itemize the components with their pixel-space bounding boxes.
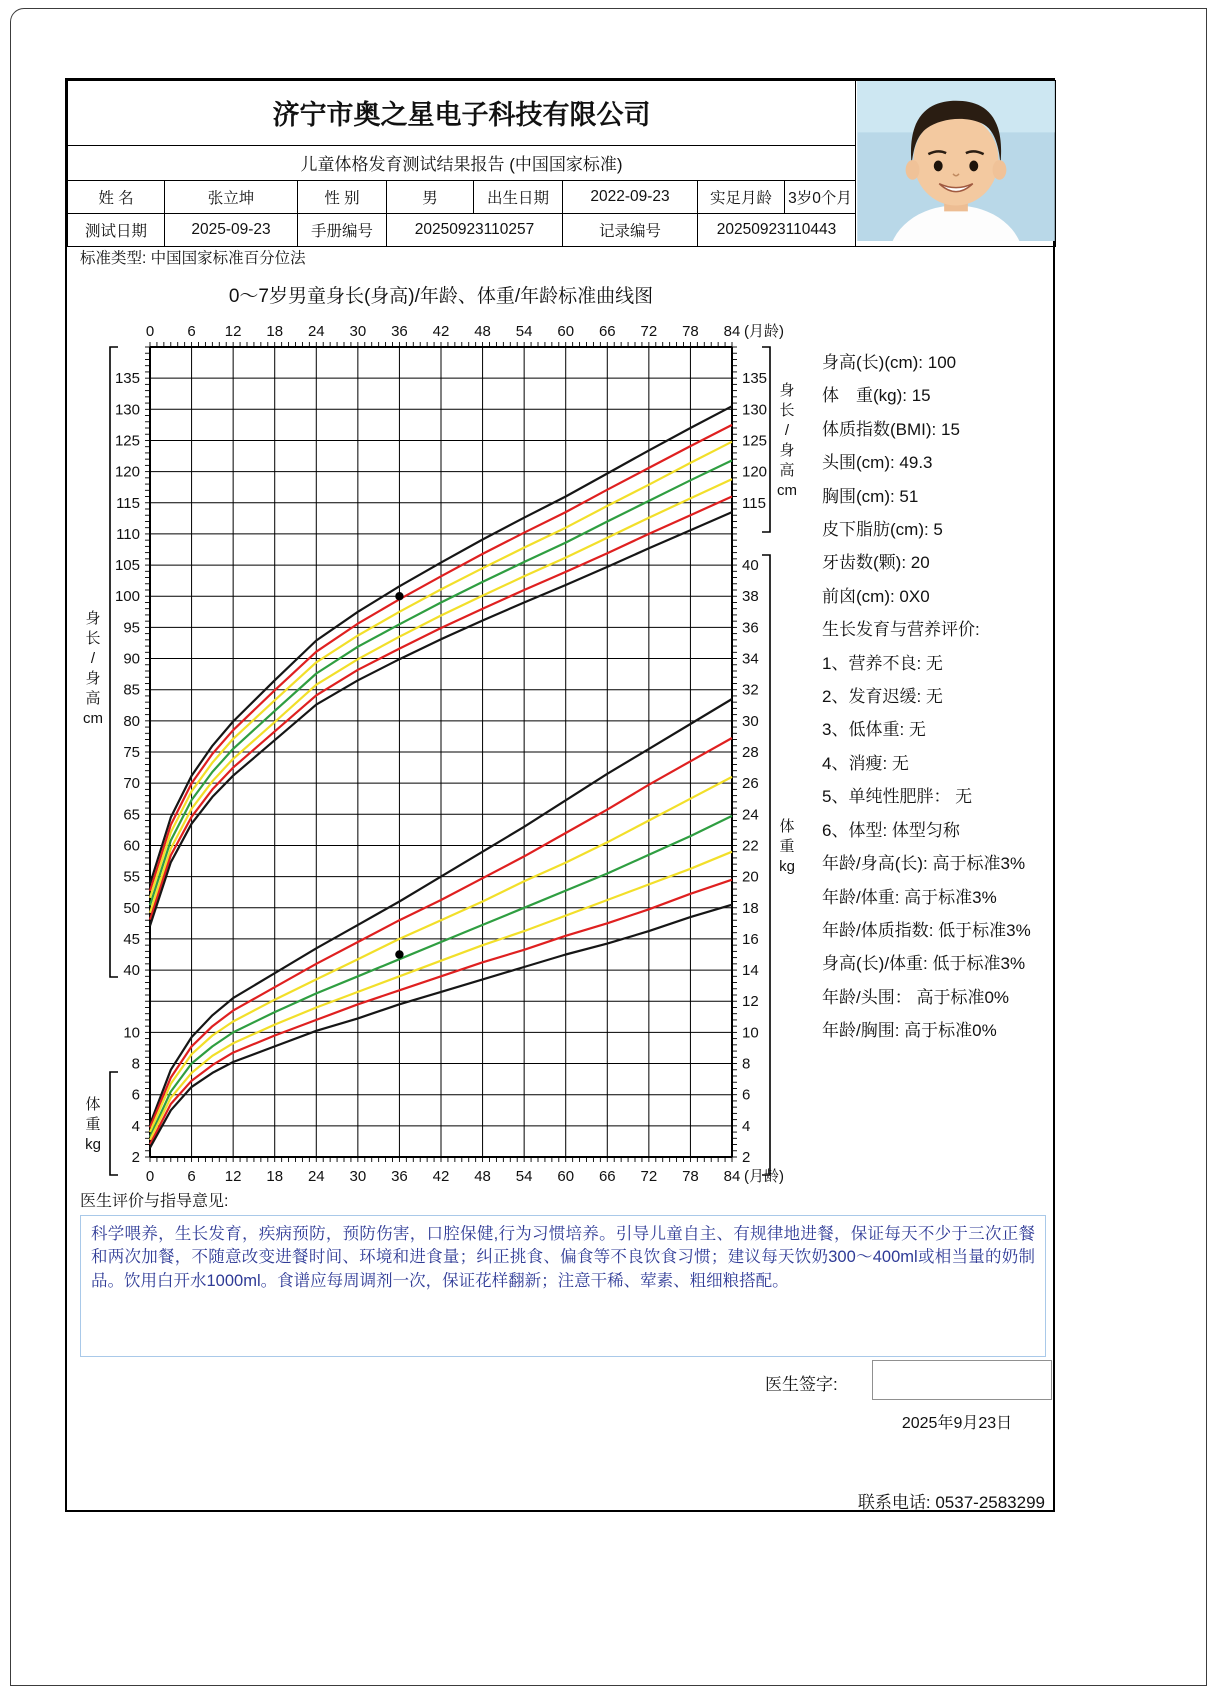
svg-text:135: 135	[742, 370, 768, 388]
measurement-line: 前囟(cm): 0X0	[822, 586, 930, 606]
svg-text:28: 28	[742, 744, 759, 761]
svg-text:cm: cm	[777, 482, 797, 499]
measurement-line: 5、单纯性肥胖： 无	[822, 787, 973, 807]
svg-text:0: 0	[145, 1168, 155, 1185]
measurement-line: 体质指数(BMI): 15	[822, 419, 960, 439]
svg-text:10: 10	[742, 1024, 759, 1042]
svg-text:66: 66	[598, 323, 616, 340]
measurement-line: 皮下脂肪(cm): 5	[822, 520, 943, 540]
svg-text:120: 120	[742, 463, 768, 481]
svg-text:重: 重	[85, 1116, 101, 1133]
svg-text:高: 高	[779, 462, 795, 479]
svg-text:22: 22	[742, 837, 759, 855]
svg-text:18: 18	[266, 1168, 284, 1185]
svg-text:cm: cm	[83, 710, 103, 727]
svg-text:高: 高	[85, 690, 101, 707]
doctor-advice-text: 科学喂养，生长发育，疾病预防，预防伤害，口腔保健,行为习惯培养。引导儿童自主、有规律地进餐，保证每天不少于三次正餐和两次加餐，不随意改变进餐时间、环境和进食量；纠正挑食、偏食等不良饮食习惯；建议每天饮奶300～400ml或相当量的奶制品。饮用白开水1000ml。食谱应每周调剂一次，保证花样翻新；注意干稀、荤素、粗细粮搭配。	[91, 1225, 1035, 1290]
svg-text:24: 24	[742, 806, 759, 824]
svg-text:kg: kg	[85, 1136, 101, 1153]
measurement-line: 胸围(cm): 51	[822, 486, 919, 506]
svg-text:12: 12	[742, 993, 759, 1011]
gender-value: 男	[387, 181, 474, 214]
header-table	[67, 80, 1056, 247]
svg-text:100: 100	[114, 588, 140, 606]
svg-text:72: 72	[640, 1168, 658, 1185]
svg-text:45: 45	[123, 930, 140, 948]
svg-text:(月龄): (月龄)	[744, 1168, 784, 1185]
measurement-line: 年龄/身高(长): 高于标准3%	[822, 854, 1026, 874]
svg-text:16: 16	[742, 930, 759, 948]
measurement-line: 体 重(kg): 15	[822, 386, 931, 406]
svg-text:84: 84	[723, 323, 741, 340]
contact-phone: 联系电话: 0537-2583299	[857, 1493, 1045, 1512]
svg-text:36: 36	[742, 619, 759, 637]
svg-text:36: 36	[391, 323, 408, 340]
svg-text:70: 70	[123, 775, 140, 793]
birthdate-label: 出生日期	[474, 181, 563, 214]
svg-text:75: 75	[123, 744, 140, 761]
svg-text:24: 24	[307, 1168, 325, 1185]
measurement-line: 牙齿数(颗): 20	[822, 553, 930, 573]
svg-text:身: 身	[779, 442, 795, 459]
svg-text:84: 84	[723, 1168, 741, 1185]
measurement-line: 年龄/体重: 高于标准3%	[822, 887, 997, 907]
record-no-label: 记录编号	[563, 213, 698, 246]
svg-text:20: 20	[742, 868, 759, 886]
testdate-label: 测试日期	[68, 213, 165, 246]
measurement-line: 年龄/头围： 高于标准0%	[822, 987, 1010, 1007]
measurement-line: 4、消瘦: 无	[822, 753, 909, 773]
svg-text:34: 34	[742, 650, 759, 668]
svg-text:24: 24	[307, 323, 325, 340]
measurement-line: 身高(长)(cm): 100	[822, 353, 957, 372]
measurement-line: 年龄/体质指数: 低于标准3%	[822, 920, 1031, 940]
svg-text:120: 120	[114, 463, 140, 481]
svg-text:130: 130	[742, 401, 768, 419]
svg-text:身: 身	[85, 610, 101, 627]
svg-text:身: 身	[85, 670, 101, 687]
svg-text:135: 135	[114, 370, 140, 388]
svg-text:18: 18	[742, 899, 759, 917]
svg-text:10: 10	[123, 1024, 140, 1042]
doctor-signature-label: 医生签字:	[765, 1375, 838, 1394]
growth-percentile-chart	[77, 317, 817, 1202]
svg-text:体: 体	[85, 1096, 101, 1113]
measurement-line: 生长发育与营养评价:	[822, 620, 980, 640]
report-frame	[65, 78, 1055, 1512]
report-date: 2025年9月23日	[901, 1415, 1013, 1432]
name-value: 张立坤	[165, 181, 298, 214]
svg-text:105: 105	[114, 557, 140, 575]
svg-text:长: 长	[85, 630, 101, 647]
svg-text:kg: kg	[779, 858, 795, 875]
svg-text:115: 115	[116, 494, 140, 512]
name-label: 姓 名	[68, 181, 165, 214]
svg-text:体: 体	[779, 818, 795, 835]
svg-text:2: 2	[131, 1149, 140, 1166]
svg-text:54: 54	[515, 1168, 533, 1185]
svg-text:65: 65	[123, 806, 140, 824]
svg-text:110: 110	[116, 525, 140, 543]
svg-text:4: 4	[131, 1117, 140, 1135]
svg-text:38: 38	[742, 588, 759, 606]
svg-text:115: 115	[742, 494, 766, 512]
svg-text:36: 36	[391, 1168, 408, 1185]
svg-text:95: 95	[123, 619, 140, 637]
svg-text:8: 8	[742, 1055, 751, 1073]
measurement-line: 1、营养不良: 无	[822, 653, 943, 673]
svg-text:(月龄): (月龄)	[744, 323, 784, 340]
svg-text:78: 78	[682, 323, 699, 340]
gender-label: 性 别	[298, 181, 387, 214]
svg-text:/: /	[90, 650, 96, 667]
child-photo-image	[856, 81, 1056, 241]
record-no-value: 20250923110443	[698, 213, 856, 246]
svg-text:30: 30	[742, 712, 759, 730]
svg-text:12: 12	[224, 323, 242, 340]
svg-text:85: 85	[123, 681, 140, 699]
svg-text:/: /	[784, 422, 790, 439]
age-label: 实足月龄	[698, 181, 785, 214]
measurements-panel	[822, 346, 1055, 1048]
manual-no-label: 手册编号	[298, 213, 387, 246]
svg-text:长: 长	[779, 402, 795, 419]
svg-text:60: 60	[123, 837, 140, 855]
svg-text:42: 42	[432, 323, 450, 340]
child-photo	[856, 81, 1056, 247]
svg-text:50: 50	[123, 899, 140, 917]
svg-text:6: 6	[187, 1168, 196, 1185]
manual-no-value: 20250923110257	[387, 213, 563, 246]
measurement-line: 头围(cm): 49.3	[822, 453, 933, 473]
svg-text:0: 0	[145, 323, 155, 340]
svg-text:12: 12	[224, 1168, 242, 1185]
measurement-line: 2、发育迟缓: 无	[822, 687, 943, 707]
svg-text:60: 60	[557, 1168, 575, 1185]
svg-text:54: 54	[515, 323, 533, 340]
svg-text:重: 重	[779, 838, 795, 855]
svg-text:78: 78	[682, 1168, 699, 1185]
svg-text:90: 90	[123, 650, 140, 668]
measurement-line: 年龄/胸围: 高于标准0%	[822, 1021, 997, 1041]
svg-text:125: 125	[114, 432, 140, 450]
age-value: 3岁0个月	[785, 181, 856, 214]
svg-text:42: 42	[432, 1168, 450, 1185]
svg-text:6: 6	[187, 323, 196, 340]
measurement-line: 3、低体重: 无	[822, 720, 926, 740]
svg-text:18: 18	[266, 323, 284, 340]
birthdate-value: 2022-09-23	[563, 181, 698, 214]
svg-text:66: 66	[598, 1168, 616, 1185]
company-title: 济宁市奥之星电子科技有限公司	[68, 81, 856, 146]
svg-text:14: 14	[742, 962, 759, 980]
svg-text:26: 26	[742, 775, 759, 793]
svg-text:6: 6	[131, 1086, 140, 1104]
svg-text:80: 80	[123, 712, 140, 730]
svg-text:40: 40	[742, 557, 759, 575]
doctor-advice-box	[80, 1215, 1046, 1357]
svg-text:125: 125	[742, 432, 768, 450]
svg-text:6: 6	[742, 1086, 751, 1104]
svg-text:30: 30	[349, 323, 367, 340]
report-subtitle: 儿童体格发育测试结果报告 (中国国家标准)	[68, 145, 856, 180]
measurement-line: 6、体型: 体型匀称	[822, 820, 960, 840]
svg-text:72: 72	[640, 323, 658, 340]
doctor-signature-field[interactable]	[872, 1360, 1052, 1400]
doctor-advice-label: 医生评价与指导意见:	[80, 1193, 229, 1210]
svg-text:40: 40	[123, 962, 140, 980]
svg-text:30: 30	[349, 1168, 367, 1185]
measurement-line: 身高(长)/体重: 低于标准3%	[822, 954, 1026, 974]
svg-text:48: 48	[474, 323, 491, 340]
svg-text:130: 130	[114, 401, 140, 419]
svg-text:身: 身	[779, 382, 795, 399]
svg-text:8: 8	[131, 1055, 140, 1073]
standard-type: 标准类型: 中国国家标准百分位法	[80, 250, 306, 267]
svg-text:60: 60	[557, 323, 575, 340]
svg-text:55: 55	[123, 868, 140, 886]
chart-title: 0～7岁男童身长(身高)/年龄、体重/年龄标准曲线图	[228, 286, 654, 307]
svg-text:48: 48	[474, 1168, 491, 1185]
svg-text:2: 2	[742, 1149, 751, 1166]
svg-text:32: 32	[742, 681, 759, 699]
testdate-value: 2025-09-23	[165, 213, 298, 246]
svg-text:4: 4	[742, 1117, 751, 1135]
